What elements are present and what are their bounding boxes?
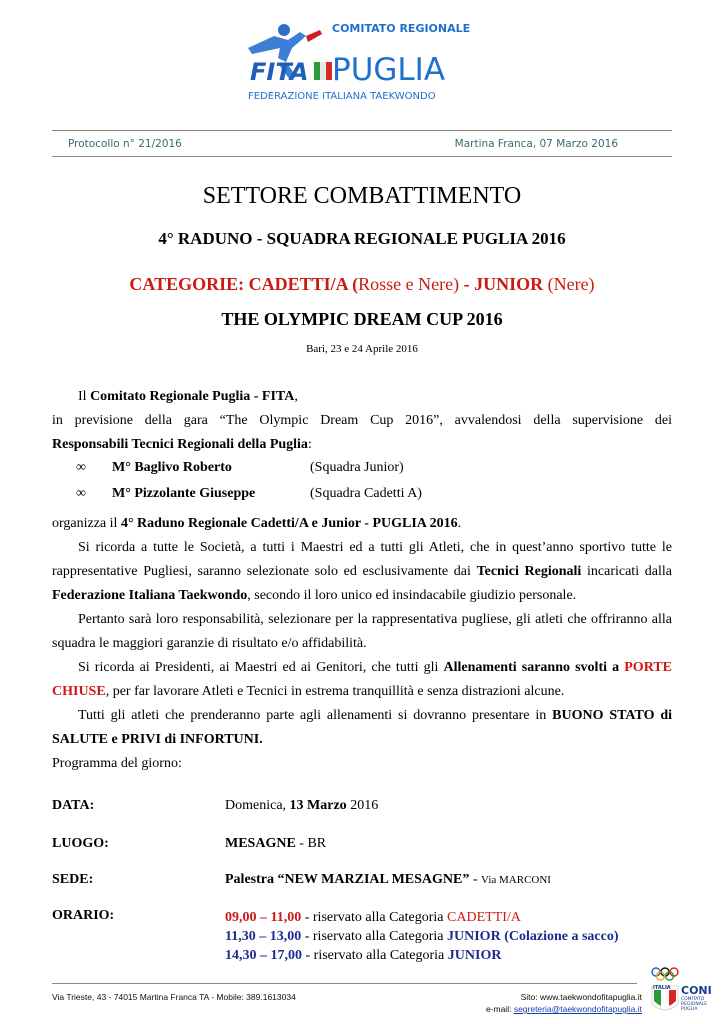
venue-name: Palestra “NEW MARZIAL MESAGNE” <box>225 872 470 887</box>
intro-line-1 <box>52 385 672 409</box>
footer-divider <box>52 983 637 984</box>
footer-email <box>486 1004 642 1014</box>
para1-text-2: incaricati dalla <box>581 564 672 579</box>
infinity-bullet-icon: ∞ <box>76 460 86 475</box>
header-divider-bottom <box>52 156 672 157</box>
intro-il: Il <box>78 389 91 404</box>
trainer-name: M° Baglivo Roberto <box>112 460 232 475</box>
para4-bold: BUONO STATO di SALUTE e PRIVI di INFORTUNI. <box>52 708 672 747</box>
time-label: ORARIO: <box>52 908 115 923</box>
coni-sub-3: PUGLIA <box>681 1007 698 1012</box>
fita-puglia-logo <box>240 18 480 103</box>
intro-line-2: in previsione della gara “The Olympic Dream Cup 2016”, avvalendosi della supervisione dei <box>52 413 672 428</box>
infinity-bullet-icon: ∞ <box>76 486 86 501</box>
italia-text: ITALIA <box>653 985 671 991</box>
venue-sep: - <box>469 872 482 887</box>
page-subtitle: 4° RADUNO - SQUADRA REGIONALE PUGLIA 2016 <box>158 229 566 248</box>
paragraph-societies <box>52 536 672 608</box>
venue-value <box>225 872 551 888</box>
committee-name: Comitato Regionale Puglia - FITA <box>90 389 295 404</box>
para3-bold: Allenamenti saranno svolti a <box>443 660 620 675</box>
organizes-post: . <box>457 516 462 531</box>
time-slot <box>225 946 619 965</box>
slot-category: CADETTI/A <box>447 910 521 925</box>
programma-heading: Programma del giorno: <box>52 756 182 771</box>
slot-desc: - riservato alla Categoria <box>302 948 448 963</box>
paragraph-closed-doors <box>52 656 672 704</box>
categories-line <box>0 274 724 295</box>
organizes-event: 4° Raduno Regionale Cadetti/A e Junior - PUGLIA 2016 <box>120 516 458 531</box>
cup-title: THE OLYMPIC DREAM CUP 2016 <box>221 309 503 329</box>
italia-shield-icon <box>652 985 678 1010</box>
intro-colon: : <box>307 437 312 452</box>
logo-subtitle-text: FEDERAZIONE ITALIANA TAEKWONDO <box>248 91 436 102</box>
junior-label: - JUNIOR <box>459 274 548 294</box>
intro-line-3 <box>52 433 672 457</box>
place-value <box>225 836 326 852</box>
footer-site <box>521 992 642 1002</box>
trainer-name: M° Pizzolante Giuseppe <box>112 486 256 501</box>
para1-bold-tecnici: Tecnici Regionali <box>476 564 582 579</box>
slot-time: 11,30 – 13,00 <box>225 929 302 944</box>
categories-prefix: CATEGORIE: CADETTI/A ( <box>129 274 359 294</box>
time-slot <box>225 927 619 946</box>
para4-text: Tutti gli atleti che prenderanno parte agli allenamenti si dovranno presentare in <box>78 708 553 723</box>
email-link[interactable]: segreteria@taekwondofitapuglia.it <box>513 1004 642 1014</box>
site-label: Sito: <box>520 992 540 1002</box>
para1-text: Si ricorda a tutte le Società, a tutti i Maestri ed a tutti gli Atleti, che in quest’anno sportivo tutte le rappresentative Pugliesi, saranno selezionate solo ed esclusivamente dai <box>52 540 672 579</box>
slot-desc: - riservato alla Categoria <box>301 910 448 925</box>
event-place-date: Bari, 23 e 24 Aprile 2016 <box>306 343 418 355</box>
date-year: 2016 <box>346 798 379 813</box>
coni-logo <box>648 966 714 1018</box>
coni-sub-1: COMITATO <box>681 997 705 1002</box>
junior-colors: (Nere) <box>547 274 595 294</box>
organizes-line <box>52 512 672 536</box>
para3-text-2: , per far lavorare Atleti e Tecnici in estrema tranquillità e senza distrazioni alcune. <box>105 684 565 699</box>
porte-chiuse-label: PORTE CHIUSE <box>52 660 672 699</box>
time-slot <box>225 908 619 927</box>
slot-time: 14,30 – 17,00 <box>225 948 302 963</box>
organizes-pre: organizza il <box>52 516 121 531</box>
intro-paragraph <box>52 385 672 457</box>
responsabili-label: Responsabili Tecnici Regionali della Puglia <box>52 437 308 452</box>
email-label: e-mail: <box>485 1004 514 1014</box>
venue-street: Via MARCONI <box>481 874 551 886</box>
logo-fita-text: FITA <box>250 58 309 86</box>
time-slots <box>225 908 619 965</box>
logo-region-text: PUGLIA <box>332 52 446 88</box>
venue-label: SEDE: <box>52 872 94 887</box>
trainers-list <box>52 460 672 512</box>
date-weekday: Domenica, <box>225 798 290 813</box>
site-link[interactable]: www.taekwondofitapuglia.it <box>539 992 642 1002</box>
place-date: Martina Franca, 07 Marzo 2016 <box>454 138 618 150</box>
trainer-team: (Squadra Cadetti A) <box>310 486 422 501</box>
slot-note: (Colazione a sacco) <box>500 929 619 944</box>
coni-text: CONI <box>681 984 712 997</box>
coni-sub-2: REGIONALE <box>681 1002 708 1007</box>
footer-address: Via Trieste, 43 - 74015 Martina Franca TA - Mobile: 389.1613034 <box>52 992 296 1002</box>
slot-category: JUNIOR <box>447 948 502 963</box>
slot-desc: - riservato alla Categoria <box>301 929 448 944</box>
place-city: MESAGNE <box>225 836 296 851</box>
para1-text-3: , secondo il loro unico ed insindacabile giudizio personale. <box>247 588 577 603</box>
place-province: - BR <box>295 836 327 851</box>
para3-text: Si ricorda ai Presidenti, ai Maestri ed ai Genitori, che tutti gli <box>78 660 444 675</box>
trainer-team: (Squadra Junior) <box>310 460 404 475</box>
protocol-number: Protocollo n° 21/2016 <box>68 138 182 150</box>
place-label: LUOGO: <box>52 836 109 851</box>
header-divider <box>52 130 672 131</box>
logo-top-text: COMITATO REGIONALE <box>332 22 471 35</box>
paragraph-health <box>52 704 672 752</box>
slot-time: 09,00 – 11,00 <box>225 910 302 925</box>
list-item <box>52 460 672 486</box>
list-item <box>52 486 672 512</box>
paragraph-responsibility: Pertanto sarà loro responsabilità, selezionare per la rappresentativa pugliese, gli atleti che offriranno alla squadra le maggiori garanzie di risultato e/o affidabilità. <box>52 612 672 651</box>
date-day: 13 Marzo <box>289 798 347 813</box>
slot-category: JUNIOR <box>447 929 501 944</box>
page-title: SETTORE COMBATTIMENTO <box>202 183 522 209</box>
date-label: DATA: <box>52 798 95 813</box>
date-value <box>225 798 378 814</box>
olympic-rings-icon <box>652 968 678 980</box>
para1-bold-federazione: Federazione Italiana Taekwondo <box>52 588 248 603</box>
cadetti-colors: Rosse e Nere) <box>358 274 460 294</box>
intro-comma: , <box>294 389 298 404</box>
